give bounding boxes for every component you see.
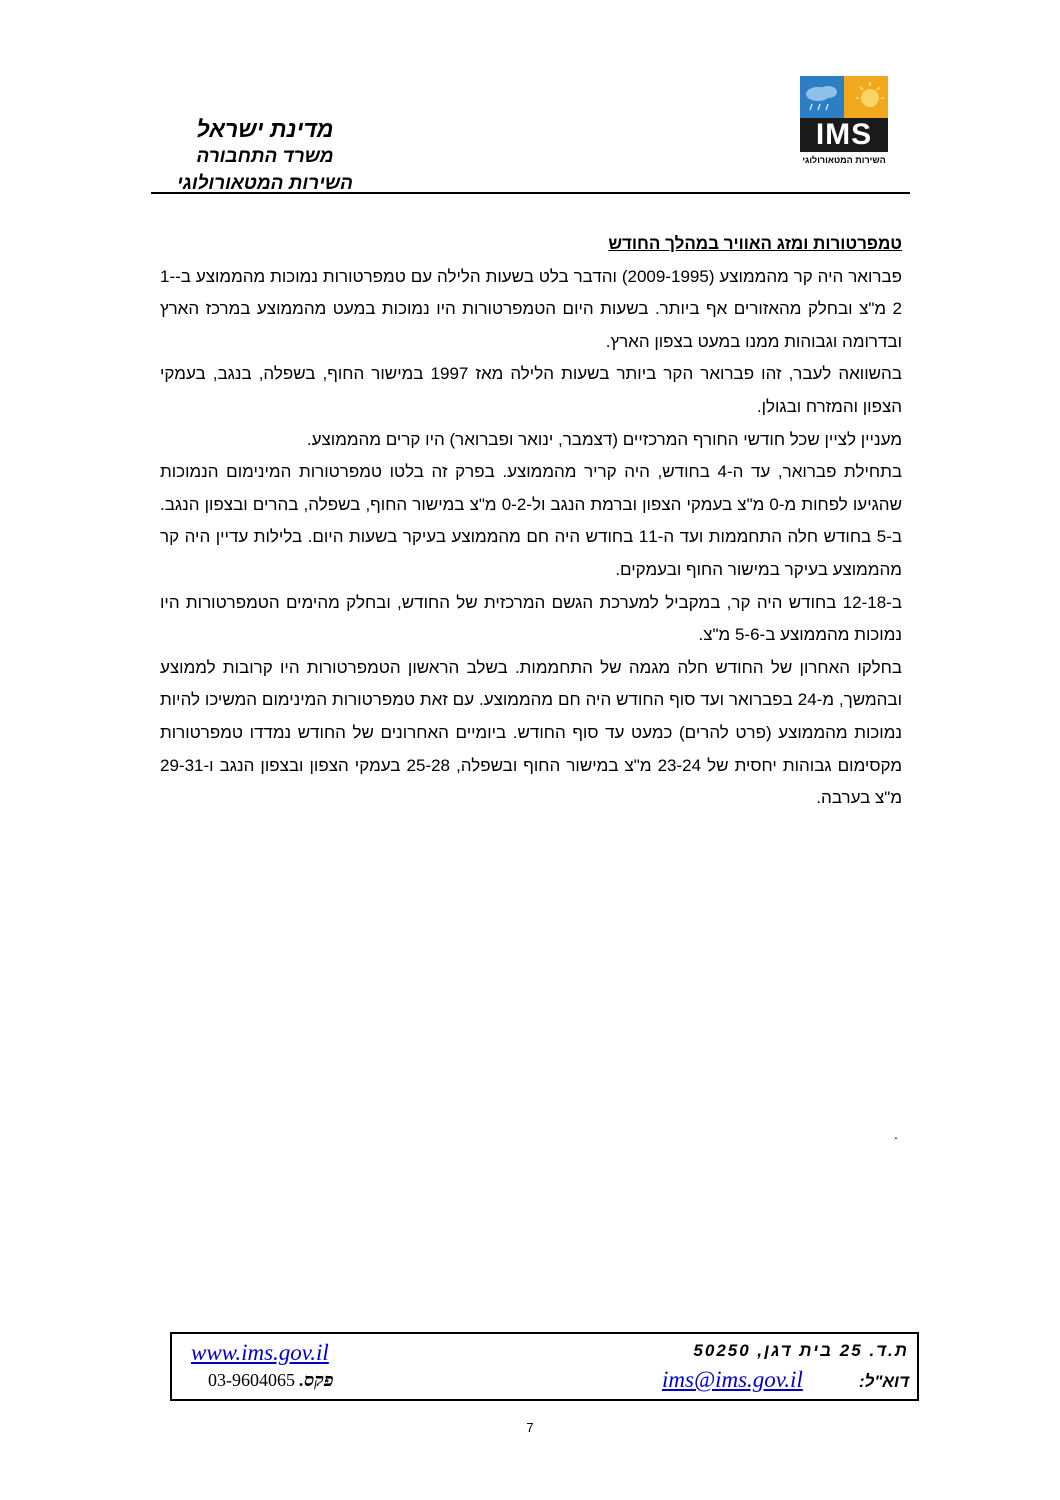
sun-icon [844,76,888,118]
page-number: 7 [526,1420,534,1435]
fax-label: פקס. [299,1370,334,1390]
organization-header [160,116,370,197]
fax-number: 03-9604065 [208,1370,295,1390]
paragraph: בתחילת פברואר, עד ה-4 בחודש, היה קריר מהממוצע. בפרק זה בלטו טמפרטורות המינימום הנמוכות שהגיעו לפחות מ-0 מ"צ בעמקי הצפון וברמת הנגב ול-0-2 מ"צ במישור החוף, בשפלה, בהרים ובצפון הנגב. ב-5 בחודש חלה התחממות ועד ה-11 בחודש היה חם מהממוצע בעיקר בשעות היום. בלילות עדיין היה קר מהממוצע בעיקר במישור החוף ובעמקים. [160,462,903,579]
postal-address: ת.ד. 25 בית דגן, 50250 [693,1341,909,1360]
paragraph: בחלקו האחרון של החודש חלה מגמה של התחממות. בשלב הראשון הטמפרטורות היו קרובות לממוצע ובהמשך, מ-24 בפברואר ועד סוף החודש היה חם מהממוצע. עם זאת טמפרטורות המינימום המשיכו להיות נמוכות מהממוצע (פרט להרים) כמעט עד סוף החודש. ביומיים האחרונים של החודש נמדדו טמפרטורות מקסימום גבוהות יחסית של 23-24 מ"צ במישור החוף ובשפלה, 25-28 בעמקי הצפון ובצפון הנגב ו-29-31 מ"צ בערבה. [160,657,903,808]
trailing-mark: . [894,1126,898,1142]
header-divider [151,192,910,194]
fax-info [208,1370,334,1391]
email-label: דוא"ל: [858,1372,909,1391]
website-link[interactable]: www.ims.gov.il [191,1340,329,1365]
document-body [160,228,902,815]
ims-logo [800,76,888,170]
paragraph: פברואר היה קר מהממוצע (2009-1995) והדבר בלט בשעות הלילה עם טמפרטורות נמוכות מהממוצע ב-1-2 מ"צ ובחלק מהאזורים אף ביותר. בשעות היום הטמפרטורות היו נמוכות במעט מהממוצע במרכז הארץ ובדרומה וגבוהות ממנו במעט בצפון הארץ. [160,266,902,351]
logo-caption: השירות המטאורולוגי [802,155,886,165]
section-heading: טמפרטורות ומזג האוויר במהלך החודש [608,234,902,253]
paragraph: בהשוואה לעבר, זהו פברואר הקר ביותר בשעות הלילה מאז 1997 במישור החוף, בשפלה, בנגב, בעמקי הצפון והמזרח ובגולן. [160,364,902,416]
contact-footer [170,1332,919,1401]
service-name: השירות המטאורולוגי [177,173,353,194]
email-link[interactable]: ims@ims.gov.il [662,1367,803,1392]
logo-letters: IMS [815,118,873,151]
paragraph: ב-12-18 בחודש היה קר, במקביל למערכת הגשם המרכזית של החודש, ובחלק מהימים הטמפרטורות היו נמוכות מהממוצע ב-5-6 מ"צ. [160,592,902,645]
ministry-name: משרד התחבורה [196,146,334,167]
paragraph: מעניין לציין שכל חודשי החורף המרכזיים (דצמבר, ינואר ופברואר) היו קרים מהממוצע. [306,429,902,449]
cloud-rain-icon [800,76,844,118]
state-name: מדינת ישראל [196,116,334,142]
